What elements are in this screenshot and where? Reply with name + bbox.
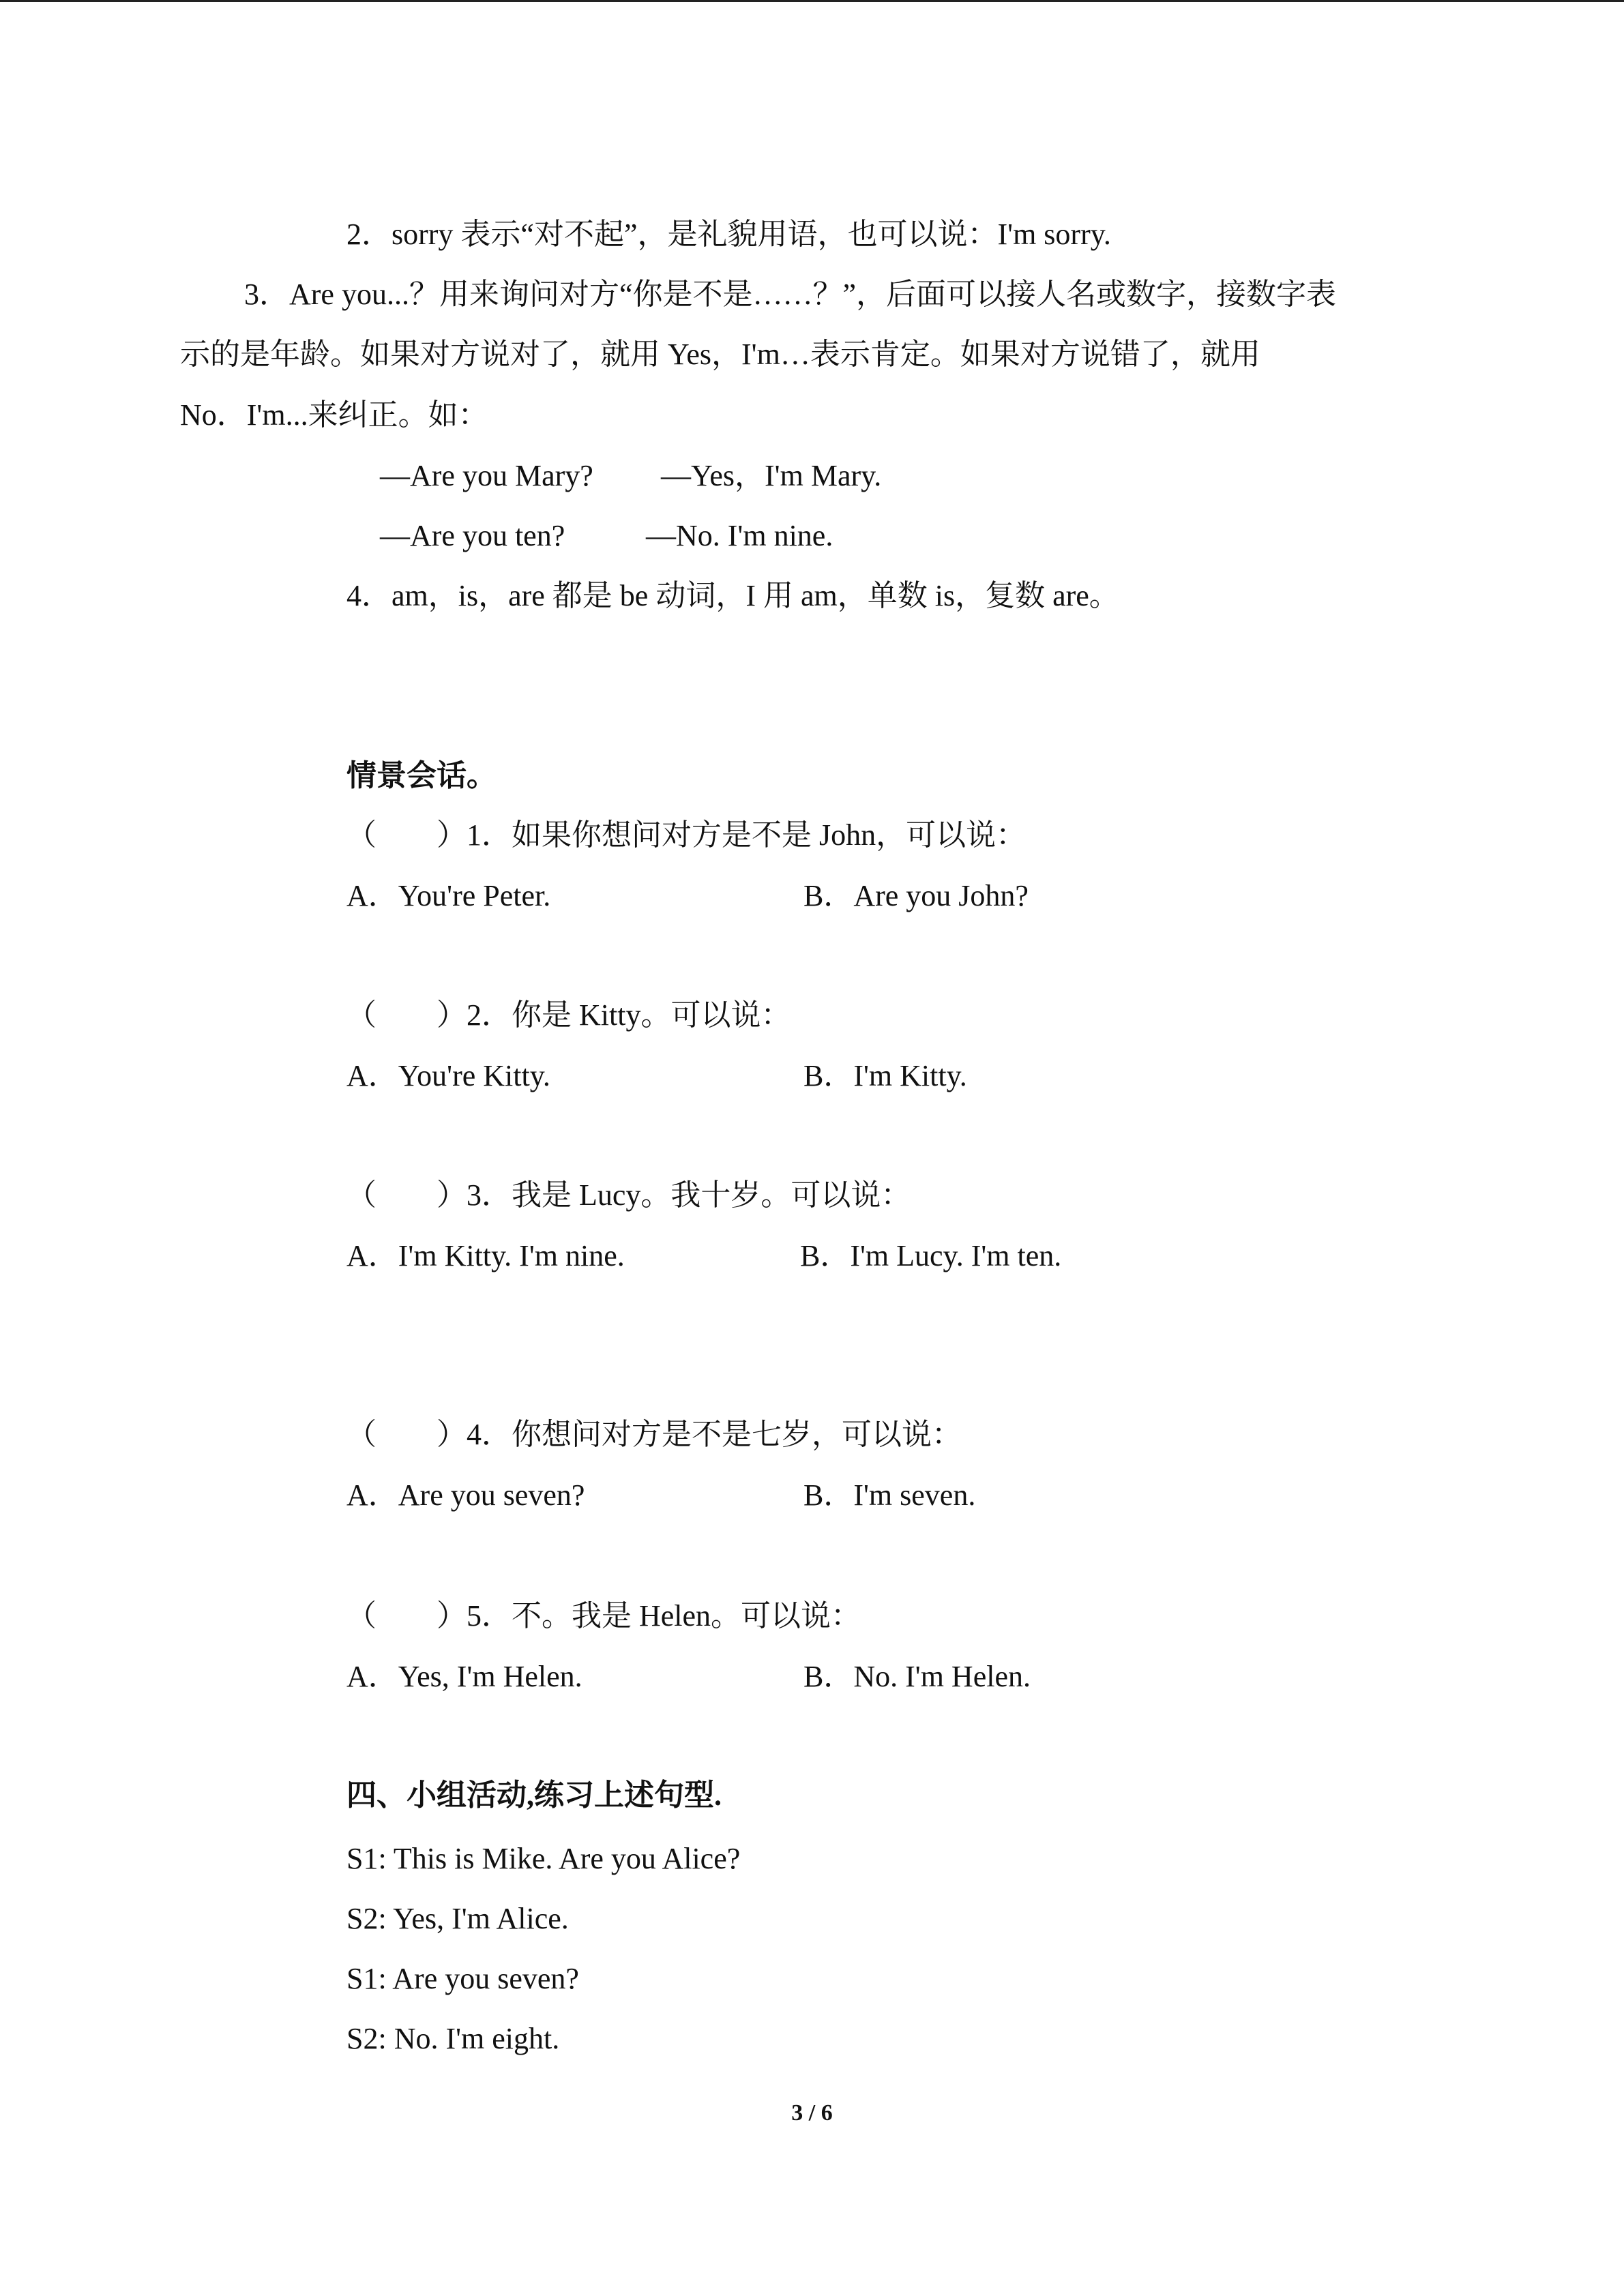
question-1-option-a: A．You're Peter.: [346, 879, 551, 912]
section-heading-group-activity: 四、小组活动,练习上述句型.: [346, 1778, 722, 1812]
note-item-3-line-1: 3．Are you...？用来询问对方“你是不是……？”，后面可以接人名或数字，接数字表: [244, 278, 1337, 311]
dialogue-line-2: S2: Yes, I'm Alice.: [346, 1902, 569, 1935]
question-2-option-a: A．You're Kitty.: [346, 1059, 550, 1092]
question-4-option-a: A．Are you seven?: [346, 1478, 585, 1512]
page-top-border: [0, 0, 1624, 2]
question-4-prompt: （ ）4．你想问对方是不是七岁，可以说：: [346, 1418, 962, 1451]
example-2-question: —Are you ten?: [380, 519, 565, 552]
question-2-option-b: B．I'm Kitty.: [803, 1059, 967, 1092]
example-1-answer: —Yes，I'm Mary.: [661, 459, 882, 492]
question-1-option-b: B．Are you John?: [803, 879, 1029, 912]
example-1-question: —Are you Mary?: [380, 459, 593, 492]
note-item-3-line-2: 示的是年龄。如果对方说对了，就用 Yes，I'm…表示肯定。如果对方说错了，就用: [180, 338, 1260, 371]
note-item-4: 4．am，is，are 都是 be 动词，I 用 am，单数 is，复数 are。: [346, 579, 1119, 612]
question-3-option-a: A．I'm Kitty. I'm nine.: [346, 1239, 625, 1272]
page-number: 3 / 6: [791, 2100, 833, 2126]
dialogue-line-3: S1: Are you seven?: [346, 1962, 579, 1995]
dialogue-line-4: S2: No. I'm eight.: [346, 2022, 560, 2055]
note-item-2: 2．sorry 表示“对不起”，是礼貌用语，也可以说：I'm sorry.: [346, 218, 1111, 251]
question-3-option-b: B．I'm Lucy. I'm ten.: [800, 1239, 1062, 1272]
question-2-prompt: （ ）2．你是 Kitty。可以说：: [346, 998, 791, 1032]
question-3-prompt: （ ）3．我是 Lucy。我十岁。可以说：: [346, 1178, 911, 1212]
question-4-option-b: B．I'm seven.: [803, 1478, 976, 1512]
example-2-answer: —No. I'm nine.: [646, 519, 833, 552]
section-heading-dialogue: 情景会话。: [346, 759, 497, 792]
question-5-option-b: B．No. I'm Helen.: [803, 1660, 1031, 1693]
note-item-3-line-3: No．I'm...来纠正。如：: [180, 398, 488, 432]
dialogue-line-1: S1: This is Mike. Are you Alice?: [346, 1842, 741, 1875]
question-1-prompt: （ ）1．如果你想问对方是不是 John，可以说：: [346, 818, 1027, 852]
question-5-option-a: A．Yes, I'm Helen.: [346, 1660, 582, 1693]
question-5-prompt: （ ）5．不。我是 Helen。可以说：: [346, 1599, 861, 1632]
